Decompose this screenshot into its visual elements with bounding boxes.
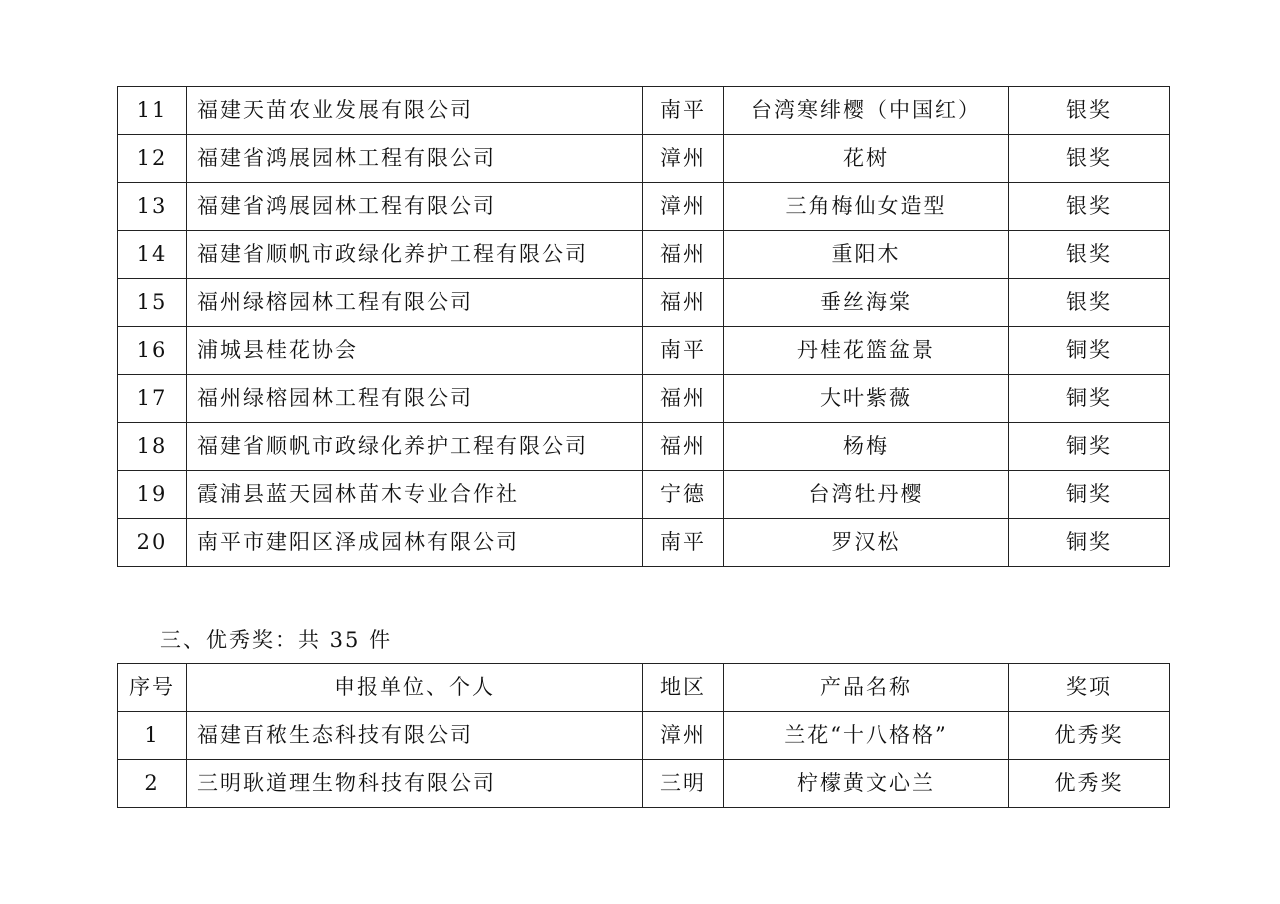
cell-award: 铜奖 <box>1009 471 1170 519</box>
cell-no: 1 <box>118 712 187 760</box>
cell-award: 铜奖 <box>1009 327 1170 375</box>
cell-region: 福州 <box>643 423 724 471</box>
table-row <box>118 183 1170 231</box>
cell-no: 13 <box>118 183 187 231</box>
award-table-silver-bronze <box>117 86 1170 567</box>
cell-product: 重阳木 <box>724 231 1009 279</box>
cell-region: 南平 <box>643 87 724 135</box>
cell-no: 17 <box>118 375 187 423</box>
cell-product: 三角梅仙女造型 <box>724 183 1009 231</box>
header-award: 奖项 <box>1009 664 1170 712</box>
cell-product: 丹桂花篮盆景 <box>724 327 1009 375</box>
section-heading-excellence-award: 三、优秀奖：共 35 件 <box>160 628 393 652</box>
cell-unit: 福州绿榕园林工程有限公司 <box>187 375 643 423</box>
cell-product: 大叶紫薇 <box>724 375 1009 423</box>
award-table-body <box>118 87 1170 567</box>
cell-product: 台湾寒绯樱（中国红） <box>724 87 1009 135</box>
cell-region: 南平 <box>643 519 724 567</box>
cell-award: 优秀奖 <box>1009 712 1170 760</box>
cell-award: 铜奖 <box>1009 423 1170 471</box>
award-table-excellence <box>117 663 1170 808</box>
cell-product: 花树 <box>724 135 1009 183</box>
table-row <box>118 327 1170 375</box>
cell-no: 16 <box>118 327 187 375</box>
table-row <box>118 519 1170 567</box>
header-product: 产品名称 <box>724 664 1009 712</box>
cell-unit: 福建省鸿展园林工程有限公司 <box>187 183 643 231</box>
cell-region: 漳州 <box>643 183 724 231</box>
cell-award: 铜奖 <box>1009 519 1170 567</box>
cell-unit: 三明耿道理生物科技有限公司 <box>187 760 643 808</box>
cell-award: 银奖 <box>1009 87 1170 135</box>
cell-product: 台湾牡丹樱 <box>724 471 1009 519</box>
cell-unit: 福州绿榕园林工程有限公司 <box>187 279 643 327</box>
table-row <box>118 712 1170 760</box>
cell-no: 11 <box>118 87 187 135</box>
table-row <box>118 375 1170 423</box>
cell-award: 银奖 <box>1009 279 1170 327</box>
table-row <box>118 87 1170 135</box>
table-header-row <box>118 664 1170 712</box>
cell-region: 福州 <box>643 375 724 423</box>
cell-award: 铜奖 <box>1009 375 1170 423</box>
cell-region: 福州 <box>643 231 724 279</box>
cell-region: 南平 <box>643 327 724 375</box>
award-table-body <box>118 712 1170 808</box>
table-header <box>118 664 1170 712</box>
cell-unit: 福建省顺帆市政绿化养护工程有限公司 <box>187 231 643 279</box>
table-row <box>118 423 1170 471</box>
cell-no: 19 <box>118 471 187 519</box>
cell-product: 杨梅 <box>724 423 1009 471</box>
cell-no: 2 <box>118 760 187 808</box>
cell-award: 优秀奖 <box>1009 760 1170 808</box>
cell-product: 兰花“十八格格” <box>724 712 1009 760</box>
cell-award: 银奖 <box>1009 231 1170 279</box>
cell-unit: 霞浦县蓝天园林苗木专业合作社 <box>187 471 643 519</box>
cell-unit: 福建百秾生态科技有限公司 <box>187 712 643 760</box>
cell-unit: 南平市建阳区泽成园林有限公司 <box>187 519 643 567</box>
cell-unit: 福建省顺帆市政绿化养护工程有限公司 <box>187 423 643 471</box>
cell-region: 三明 <box>643 760 724 808</box>
cell-no: 18 <box>118 423 187 471</box>
header-unit: 申报单位、个人 <box>187 664 643 712</box>
header-region: 地区 <box>643 664 724 712</box>
header-no: 序号 <box>118 664 187 712</box>
cell-region: 福州 <box>643 279 724 327</box>
table-row <box>118 279 1170 327</box>
cell-award: 银奖 <box>1009 183 1170 231</box>
cell-product: 罗汉松 <box>724 519 1009 567</box>
table-row <box>118 760 1170 808</box>
cell-product: 柠檬黄文心兰 <box>724 760 1009 808</box>
cell-unit: 浦城县桂花协会 <box>187 327 643 375</box>
cell-no: 14 <box>118 231 187 279</box>
table-row <box>118 231 1170 279</box>
table-row <box>118 135 1170 183</box>
cell-region: 宁德 <box>643 471 724 519</box>
cell-award: 银奖 <box>1009 135 1170 183</box>
cell-region: 漳州 <box>643 135 724 183</box>
cell-unit: 福建天苗农业发展有限公司 <box>187 87 643 135</box>
cell-no: 15 <box>118 279 187 327</box>
cell-product: 垂丝海棠 <box>724 279 1009 327</box>
cell-unit: 福建省鸿展园林工程有限公司 <box>187 135 643 183</box>
cell-region: 漳州 <box>643 712 724 760</box>
cell-no: 20 <box>118 519 187 567</box>
cell-no: 12 <box>118 135 187 183</box>
table-row <box>118 471 1170 519</box>
